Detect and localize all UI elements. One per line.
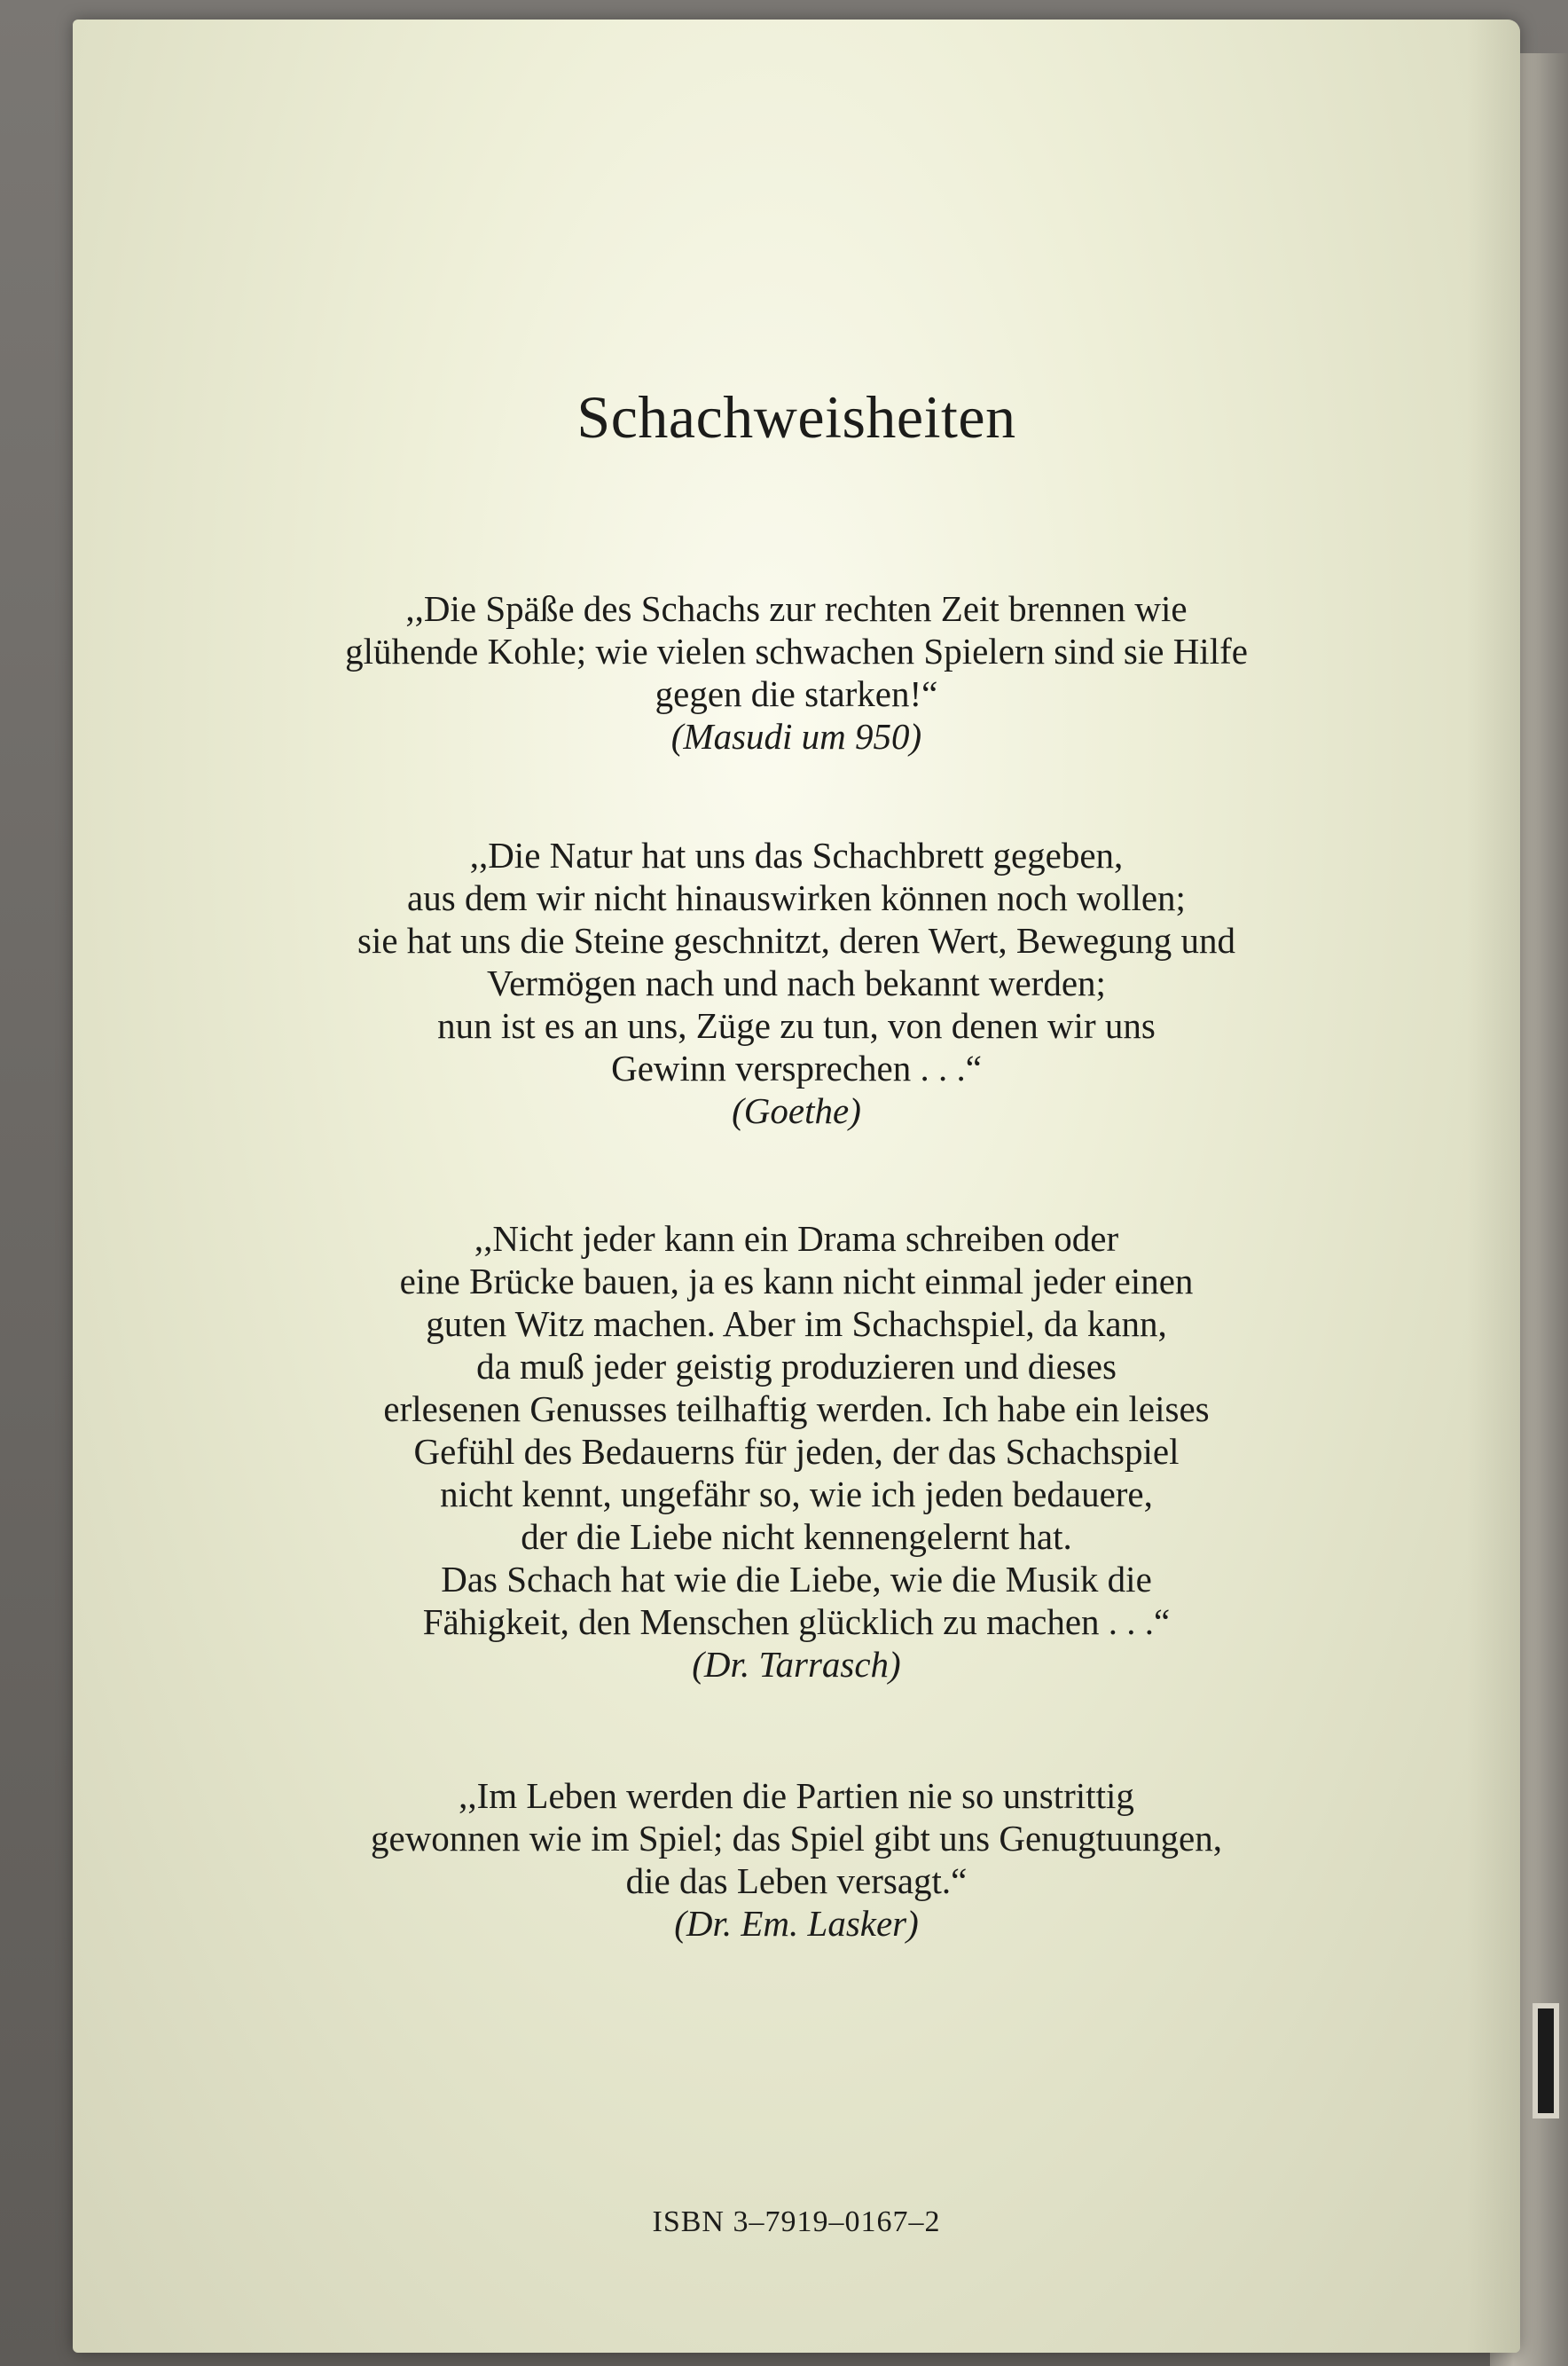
quote-line: Das Schach hat wie die Liebe, wie die Musik die — [441, 1559, 1152, 1600]
spine-label — [1533, 2003, 1559, 2118]
quote-line: erlesenen Genusses teilhaftig werden. Ich habe ein leises — [383, 1388, 1210, 1429]
quote-line: Vermögen nach und nach bekannt werden; — [487, 963, 1106, 1003]
quote-masudi — [73, 587, 1520, 758]
quote-line: ,,Nicht jeder kann ein Drama schreiben oder — [474, 1218, 1119, 1259]
quote-author: (Goethe) — [732, 1090, 861, 1131]
quote-line: aus dem wir nicht hinauswirken können noch wollen; — [407, 877, 1186, 918]
quote-line: Gewinn versprechen . . .“ — [611, 1048, 982, 1089]
quote-line: da muß jeder geistig produzieren und dieses — [476, 1346, 1117, 1387]
quote-line: der die Liebe nicht kennengelernt hat. — [521, 1516, 1072, 1557]
quote-line: ,,Die Natur hat uns das Schachbrett gegeben, — [469, 835, 1124, 876]
isbn-number: ISBN 3–7919–0167–2 — [652, 2205, 941, 2238]
quote-line: guten Witz machen. Aber im Schachspiel, da kann, — [426, 1303, 1167, 1344]
quote-line: eine Brücke bauen, ja es kann nicht einmal jeder einen — [399, 1261, 1194, 1301]
quote-line: ,,Die Späße des Schachs zur rechten Zeit brennen wie — [405, 588, 1188, 629]
quote-lasker — [73, 1774, 1520, 1945]
quote-line: glühende Kohle; wie vielen schwachen Spielern sind sie Hilfe — [345, 631, 1248, 672]
quote-author: (Dr. Tarrasch) — [692, 1644, 901, 1685]
quote-line: sie hat uns die Steine geschnitzt, deren Wert, Bewegung und — [357, 920, 1235, 961]
cover-title: Schachweisheiten — [576, 383, 1016, 451]
book-back-cover — [73, 20, 1520, 2353]
quote-line: nun ist es an uns, Züge zu tun, von denen wir uns — [437, 1005, 1156, 1046]
quote-tarrasch — [73, 1217, 1520, 1686]
quote-author: (Masudi um 950) — [670, 716, 922, 757]
cover-text-area — [73, 20, 1520, 2353]
quote-line: Gefühl des Bedauerns für jeden, der das Schachspiel — [413, 1431, 1180, 1472]
quote-goethe — [73, 834, 1520, 1132]
quote-line: Fähigkeit, den Menschen glücklich zu machen . . .“ — [422, 1601, 1171, 1642]
quote-line: nicht kennt, ungefähr so, wie ich jeden bedauere, — [440, 1474, 1153, 1514]
quote-line: ,,Im Leben werden die Partien nie so unstrittig — [459, 1775, 1134, 1816]
quote-line: die das Leben versagt.“ — [625, 1860, 968, 1901]
quote-line: gewonnen wie im Spiel; das Spiel gibt uns Genugtuungen, — [371, 1818, 1222, 1859]
quote-author: (Dr. Em. Lasker) — [674, 1903, 919, 1944]
quote-line: gegen die starken!“ — [655, 673, 938, 714]
